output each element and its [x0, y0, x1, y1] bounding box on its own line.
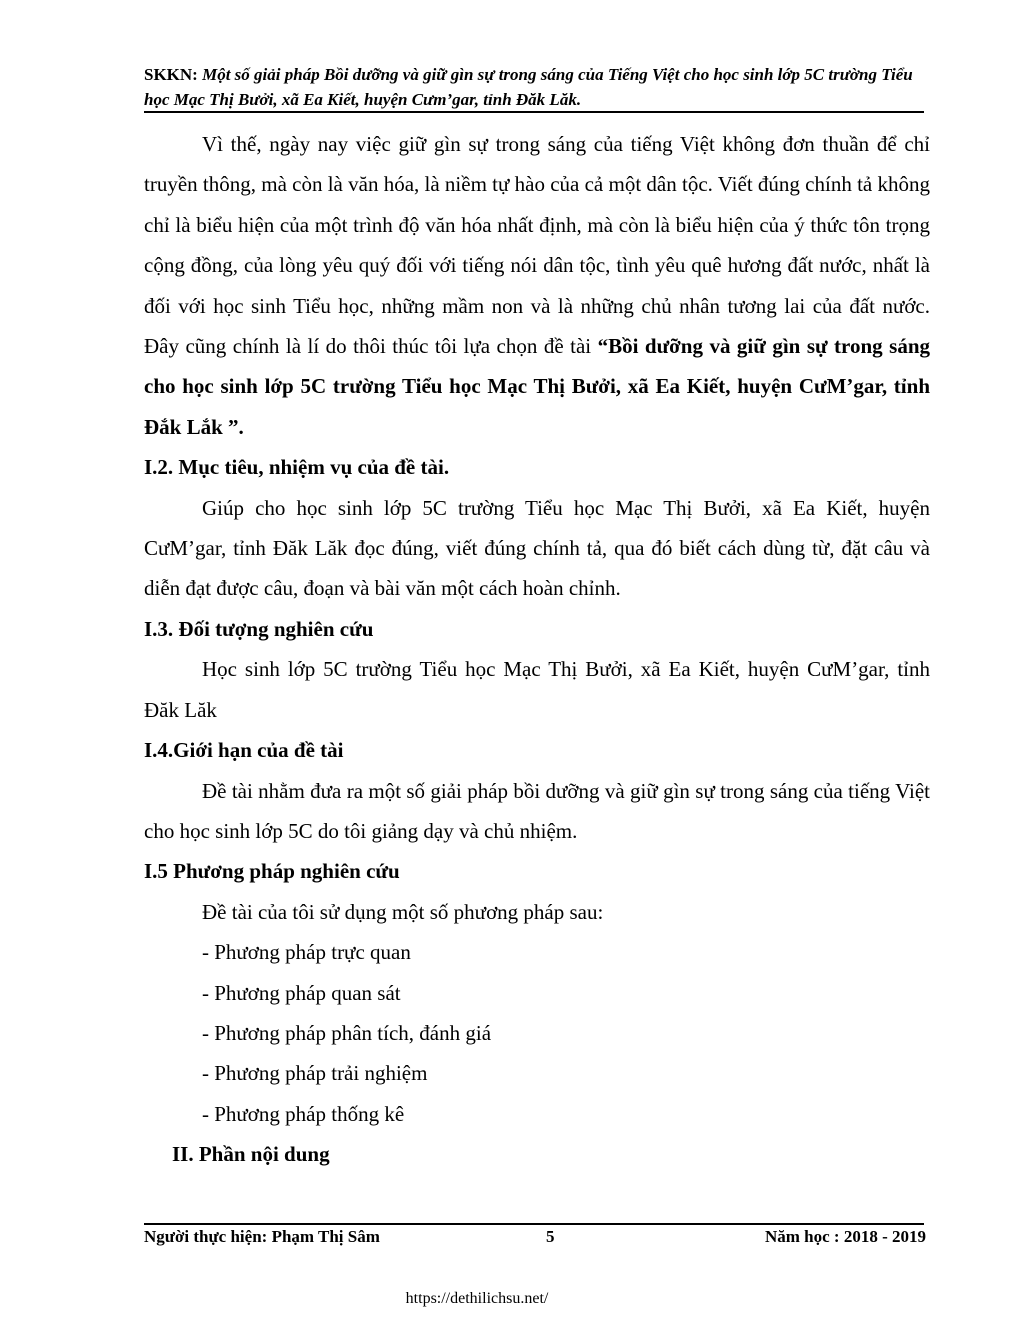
section-paragraph: Đề tài của tôi sử dụng một số phương pháp sau:: [202, 899, 604, 924]
header-label: SKKN:: [144, 65, 198, 84]
section-heading: I.3. Đối tượng nghiên cứu: [144, 616, 374, 641]
section-paragraph: Giúp cho học sinh lớp 5C trường Tiểu học Mạc Thị Bưởi, xã Ea Kiết, huyện CưM’gar, tỉnh Đăk Lăk đọc đúng, viết đúng chính tả, qua đó biết cách dùng từ, đặt câu và diễn đạt được câu, đoạn và bài văn một cách hoàn chỉnh.: [144, 495, 930, 601]
method-item: - Phương pháp trực quan: [202, 940, 411, 965]
intro-text: Vì thế, ngày nay việc giữ gìn sự trong sáng của tiếng Việt không đơn thuần để chỉ truyền thông, mà còn là văn hóa, là niềm tự hào của cả một dân tộc. Viết đúng chính tả không chỉ là biểu hiện của một trình độ văn hóa nhất định, mà còn là biểu hiện của ý thức tôn trọng cộng đồng, của lòng yêu quý đối với tiếng nói dân tộc, tình yêu quê hương đất nước, nhất là đối với học sinh Tiểu học, những mầm non và là những chủ nhân tương lai của đất nước. Đây cũng chính là lí do thôi thúc tôi lựa chọn đề tài: [144, 132, 930, 359]
section-heading: I.4.Giới hạn của đề tài: [144, 738, 344, 763]
section-paragraph: Học sinh lớp 5C trường Tiểu học Mạc Thị Bưởi, xã Ea Kiết, huyện CưM’gar, tỉnh Đăk Lăk: [144, 657, 930, 722]
section-heading: I.2. Mục tiêu, nhiệm vụ của đề tài.: [144, 455, 450, 480]
intro-paragraph: [144, 124, 930, 447]
header-title: Một số giải pháp Bồi dưỡng và giữ gìn sự trong sáng của Tiếng Việt cho học sinh lớp 5C trường Tiểu học Mạc Thị Bưởi, xã Ea Kiết, huyện Cưm’gar, tỉnh Đăk Lăk.: [144, 65, 913, 109]
topic-title: “Bồi dưỡng và giữ gìn sự trong sáng cho học sinh lớp 5C trường Tiểu học Mạc Thị Bưởi, xã Ea Kiết, huyện CưM’gar, tỉnh Đắk Lắk ”.: [144, 334, 930, 439]
part-heading: II. Phần nội dung: [172, 1142, 330, 1167]
section-paragraph: Đề tài nhằm đưa ra một số giải pháp bồi dưỡng và giữ gìn sự trong sáng của tiếng Việt cho học sinh lớp 5C do tôi giảng dạy và chủ nhiệm.: [144, 778, 930, 843]
method-item: - Phương pháp trải nghiệm: [202, 1061, 428, 1086]
page-number: 5: [546, 1227, 555, 1246]
footer-divider: [144, 1223, 924, 1225]
method-item: - Phương pháp phân tích, đánh giá: [202, 1020, 492, 1045]
footer-author: Người thực hiện: Phạm Thị Sâm: [144, 1227, 380, 1246]
section-heading: I.5 Phương pháp nghiên cứu: [144, 859, 400, 884]
source-url: https://dethilichsu.net/: [405, 1290, 549, 1307]
method-item: - Phương pháp thống kê: [202, 1101, 405, 1126]
page-body: [144, 124, 930, 1175]
footer-school-year: Năm học : 2018 - 2019: [764, 1227, 926, 1246]
header-divider: [144, 111, 924, 113]
page-header: [144, 62, 928, 112]
method-item: - Phương pháp quan sát: [202, 980, 401, 1005]
